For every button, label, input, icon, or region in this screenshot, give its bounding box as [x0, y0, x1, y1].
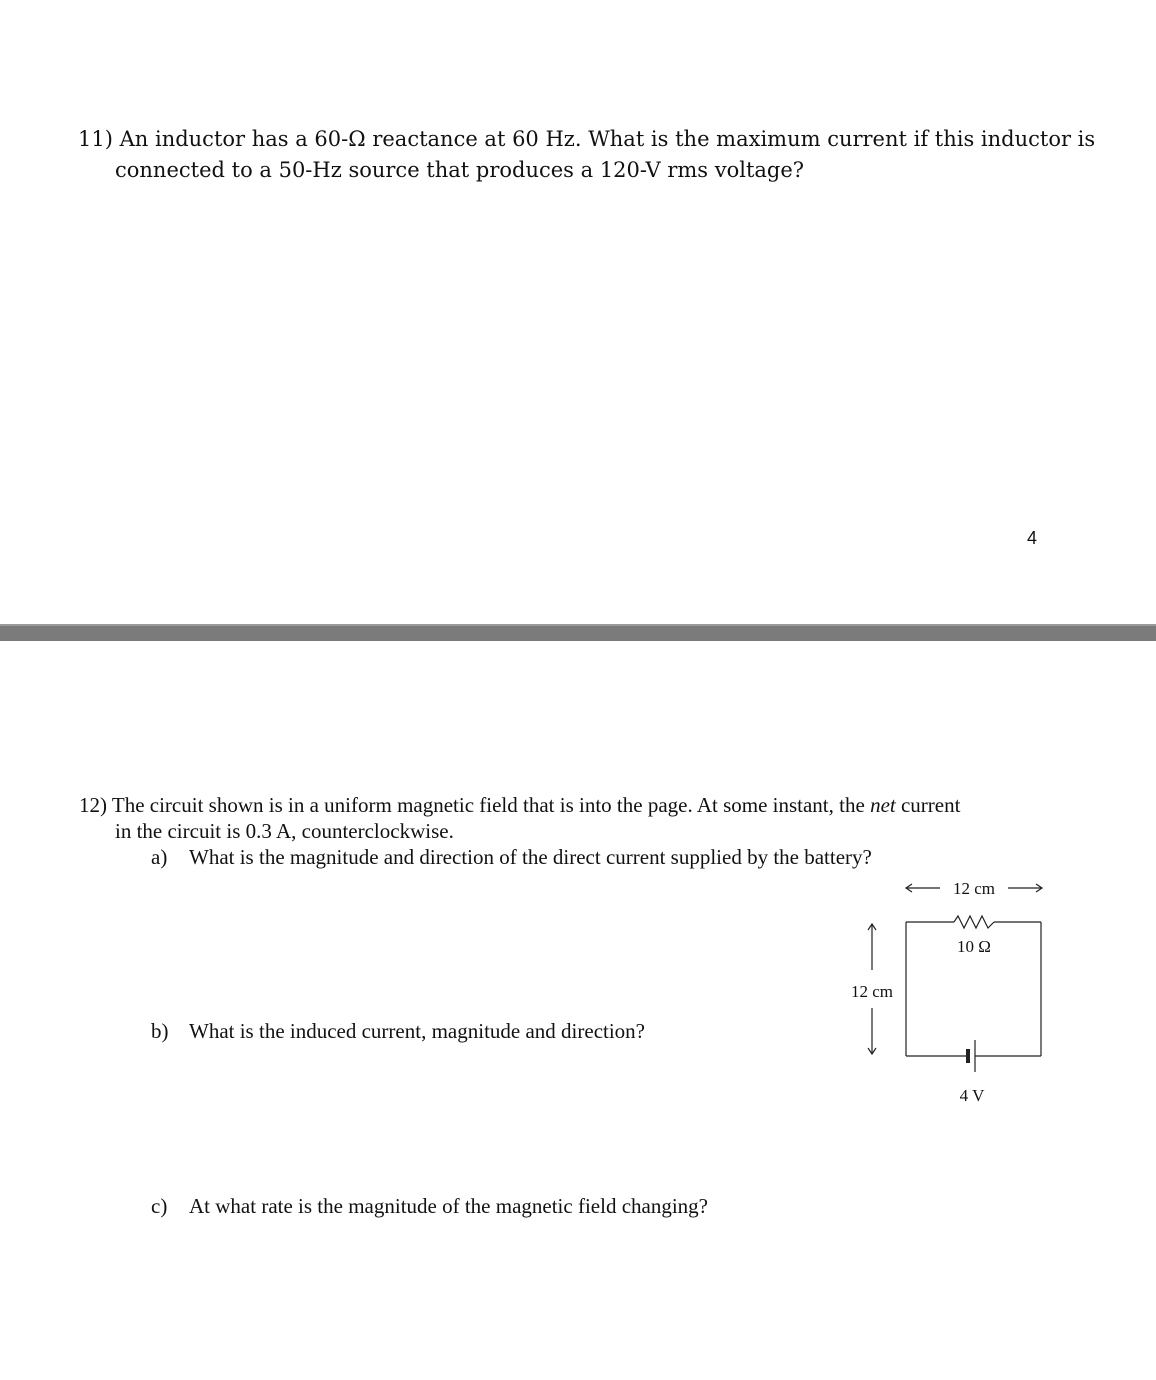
part-label: c): [151, 1194, 168, 1218]
question-text-line: in the circuit is 0.3 A, counterclockwise.: [115, 819, 454, 843]
circuit-diagram: [830, 870, 1060, 1120]
page-number: 4: [1027, 528, 1038, 548]
question-number: 11): [78, 127, 113, 151]
resistor-zigzag: [954, 916, 994, 928]
part-text: What is the induced current, magnitude and direction?: [189, 1019, 646, 1043]
emphasis-net: net: [870, 793, 896, 817]
question-number: 12): [79, 793, 107, 817]
question-text-line: An inductor has a 60-Ω reactance at 60 Hz. What is the maximum current if this inductor is: [119, 127, 1096, 151]
battery-label: 4 V: [959, 1086, 985, 1105]
question-11: [78, 124, 1096, 186]
page-divider: [0, 624, 1156, 641]
resistor-label: 10 Ω: [957, 937, 991, 956]
page-divider-edge: [0, 624, 1156, 626]
question-text-line: connected to a 50-Hz source that produces a 120-V rms voltage?: [115, 158, 805, 182]
part-text: What is the magnitude and direction of the direct current supplied by the battery?: [189, 845, 872, 869]
part-b: [151, 1018, 645, 1044]
question-12: [79, 792, 1079, 844]
part-label: b): [151, 1019, 169, 1043]
question-text-line: The circuit shown is in a uniform magnetic field that is into the page. At some instant, the net current: [111, 793, 961, 817]
part-a: [151, 844, 872, 870]
height-label: 12 cm: [850, 982, 894, 1001]
part-c: [151, 1193, 708, 1219]
width-label: 12 cm: [952, 879, 996, 898]
part-label: a): [151, 845, 168, 869]
part-text: At what rate is the magnitude of the magnetic field changing?: [189, 1194, 708, 1218]
